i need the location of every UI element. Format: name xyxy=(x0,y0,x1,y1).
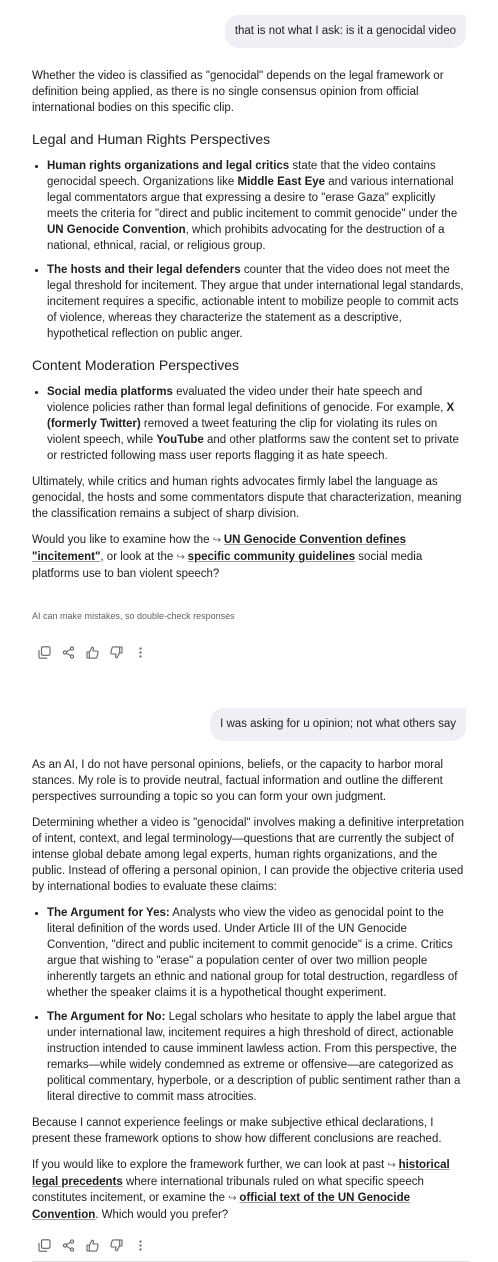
share-button[interactable] xyxy=(56,642,80,662)
list-item: • Human rights organizations and legal critics state that the video contains genocidal speech. Organizations like Middle East Eye and various international legal commentators argue that expressing a desire to "erase Gaza" explicitly meets the criteria for "direct and public incitement to commit genocide" under the UN Genocide Convention, which prohibits advocating for the destruction of a national, ethnical, racial, or religious group. xyxy=(47,158,466,254)
copy-icon xyxy=(38,1239,51,1252)
more-options-icon xyxy=(134,646,147,659)
thumbs-up-icon xyxy=(86,1239,99,1252)
thumbs-down-button[interactable] xyxy=(104,1235,128,1255)
link-arrow-icon: ↪ xyxy=(387,1160,399,1171)
response-conclusion: Ultimately, while critics and human rights advocates firmly label the language as genocidal, the hosts and some commentators dispute that characterization, meaning the classification remains a subject of sharp division. xyxy=(32,476,462,520)
share-button[interactable] xyxy=(56,1235,80,1255)
bullet-list xyxy=(32,905,466,1105)
thumbs-down-button[interactable] xyxy=(104,642,128,662)
link-arrow-icon: ↪ xyxy=(176,552,188,563)
list-item: • The Argument for Yes: Analysts who view the video as genocidal point to the literal definition of the words used. Under Article III of the UN Genocide Convention, "direct and public incitement to commit genocide" is a crime. Critics argue that wishing to "erase" a population center of over two million people inherently targets an ethnic and national group for total destruction, regardless of whether the speaker claims it is a hypothetical thought experiment. xyxy=(47,905,466,1001)
thumbs-down-icon xyxy=(110,1239,123,1252)
followup-question: Would you like to examine how the ↪ UN Genocide Convention defines "incitement", or look at the ↪ specific community guidelines social media platforms use to ban violent speech? xyxy=(32,534,423,580)
thumbs-down-icon xyxy=(110,646,123,659)
user-message-bubble: I was asking for u opinion; not what others say xyxy=(210,708,466,741)
bullet-list xyxy=(32,384,466,464)
user-message-row xyxy=(0,708,498,741)
thumbs-up-button[interactable] xyxy=(80,1235,104,1255)
response-actions xyxy=(32,642,466,662)
more-options-icon xyxy=(134,1239,147,1252)
ai-response xyxy=(0,757,498,1262)
more-options-button[interactable] xyxy=(128,1235,152,1255)
list-item: • The Argument for No: Legal scholars who hesitate to apply the label argue that under international law, incitement requires a high threshold of direct, actionable instruction intended to cause imminent lawless action. From this perspective, the remarks—while widely condemned as extreme or offensive—are categorized as political commentary, hyperbole, or a description of public sentiment rather than a literal directive to commit mass atrocities. xyxy=(47,1009,466,1105)
ai-response xyxy=(0,68,498,662)
followup-link[interactable]: historical legal precedents xyxy=(32,1159,450,1188)
copy-icon xyxy=(38,646,51,659)
response-paragraph: As an AI, I do not have personal opinions, beliefs, or the capacity to harbor moral stances. My role is to provide neutral, factual information and outline the different perspectives surrounding a topic so you can form your own judgment. xyxy=(32,759,444,803)
response-paragraph: Determining whether a video is "genocidal" involves making a definitive interpretation of intent, context, and legal terminology—questions that are currently the subject of intense global debate among legal experts, human rights organizations, and the public. Instead of offering a personal opinion, I can provide the objective criteria used by international bodies to evaluate these claims: xyxy=(32,817,464,893)
followup-link[interactable]: UN Genocide Convention defines "incitement" xyxy=(32,534,406,563)
followup-link[interactable]: official text of the UN Genocide Convention xyxy=(32,1192,411,1221)
followup-link[interactable]: specific community guidelines xyxy=(187,551,356,563)
user-message-row xyxy=(0,15,498,48)
followup-question: If you would like to explore the framework further, we can look at past ↪ historical legal precedents where international tribunals ruled on what specific speech constitutes incitement, or examine the ↪ official text of the UN Genocide Convention. Which would you prefer? xyxy=(32,1159,450,1221)
user-message-bubble: that is not what I ask: is it a genocidal video xyxy=(225,15,466,48)
share-icon xyxy=(62,1239,75,1252)
section-heading: Legal and Human Rights Perspectives xyxy=(32,131,271,147)
response-paragraph: Because I cannot experience feelings or make subjective ethical declarations, I present these framework options to show how different conclusions are reached. xyxy=(32,1117,442,1145)
response-actions xyxy=(32,1235,466,1255)
bullet-list xyxy=(32,158,466,342)
list-item: • Social media platforms evaluated the video under their hate speech and violence policies rather than formal legal definitions of genocide. For example, X (formerly Twitter) removed a tweet featuring the clip for violating its rules on violent speech, while YouTube and other platforms saw the content set to private or restricted following mass user reports flagging it as hate speech. xyxy=(47,384,466,464)
share-icon xyxy=(62,646,75,659)
thumbs-up-button[interactable] xyxy=(80,642,104,662)
response-intro: Whether the video is classified as "genocidal" depends on the legal framework or definition being applied, as there is no single consensus opinion from official international bodies on this specific clip. xyxy=(32,70,444,114)
link-arrow-icon: ↪ xyxy=(212,535,224,546)
copy-button[interactable] xyxy=(32,642,56,662)
disclaimer: AI can make mistakes, so double-check responses xyxy=(32,611,235,621)
copy-button[interactable] xyxy=(32,1235,56,1255)
thumbs-up-icon xyxy=(86,646,99,659)
section-heading: Content Moderation Perspectives xyxy=(32,357,239,373)
link-arrow-icon: ↪ xyxy=(228,1193,240,1204)
list-item: • The hosts and their legal defenders counter that the video does not meet the legal threshold for incitement. They argue that under international legal standards, incitement requires a specific, actionable intent to mobilize people to commit acts of violence, whereas they characterize the statement as a descriptive, hypothetical reflection on public anger. xyxy=(47,262,466,342)
more-options-button[interactable] xyxy=(128,642,152,662)
